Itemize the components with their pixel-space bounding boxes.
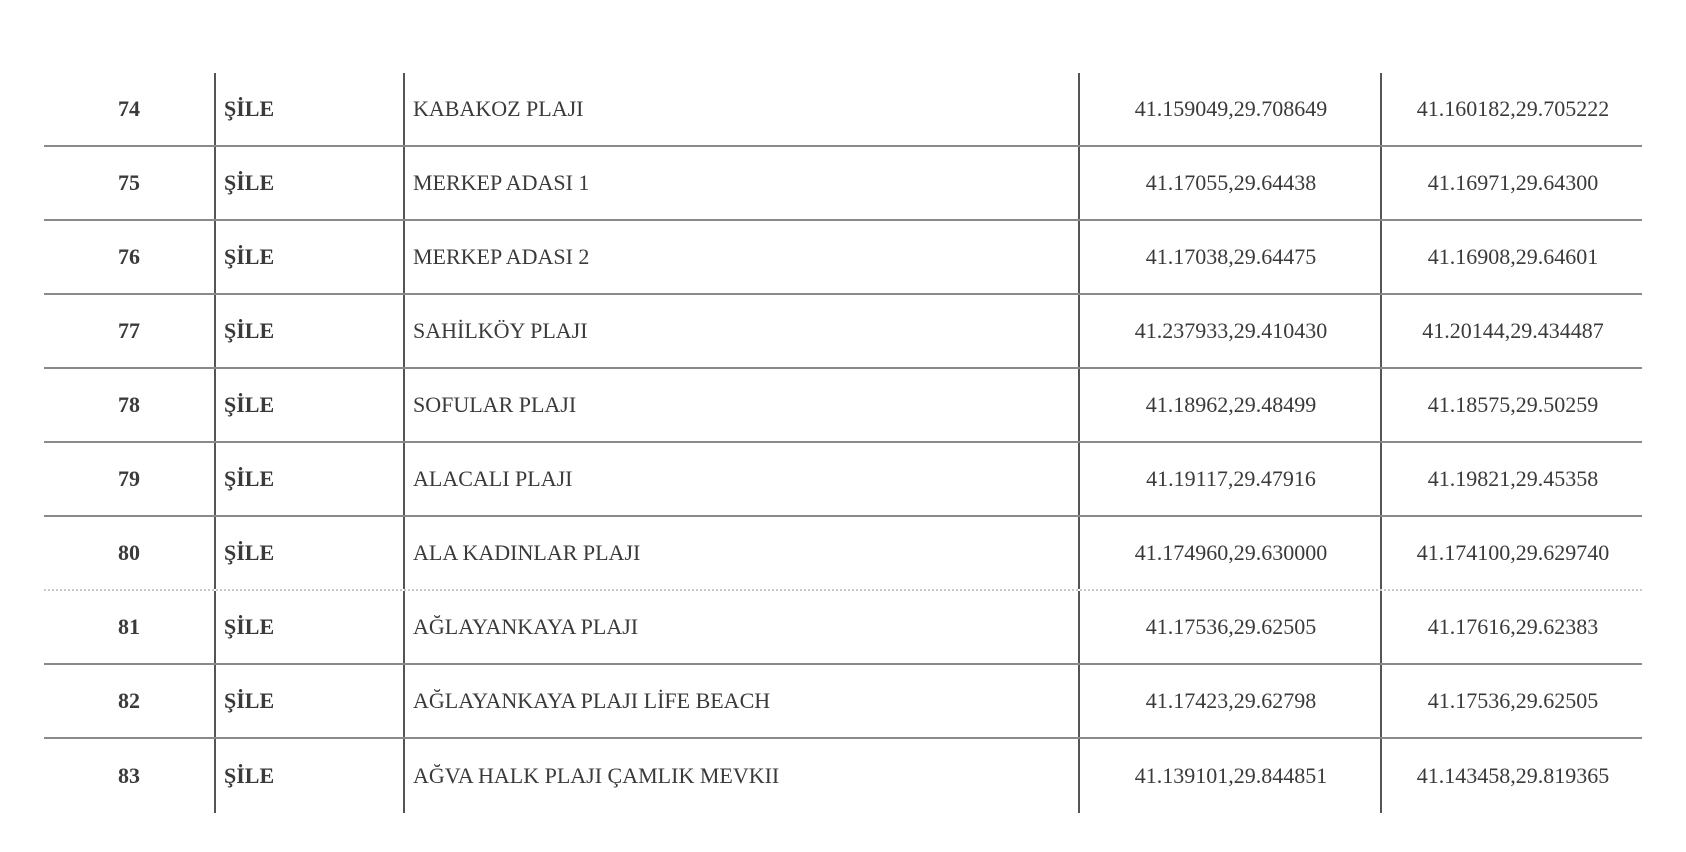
row-number: 80 [118,540,140,565]
district-cell: ŞİLE [214,147,403,219]
start-coordinate-cell: 41.159049,29.708649 [1078,73,1382,145]
end-coordinate-cell: 41.160182,29.705222 [1380,73,1644,145]
table-row [44,665,1642,739]
district-cell: ŞİLE [214,221,403,293]
row-number: 74 [118,96,140,121]
end-coordinate-cell: 41.20144,29.434487 [1380,295,1644,367]
table-row [44,443,1642,517]
row-number: 83 [118,763,140,788]
row-number: 76 [118,244,140,269]
district-cell: ŞİLE [214,739,403,813]
beach-name-cell: AĞLAYANKAYA PLAJI LİFE BEACH [403,665,1078,737]
row-number: 78 [118,392,140,417]
beach-name-cell: KABAKOZ PLAJI [403,73,1078,145]
start-coordinate-cell: 41.139101,29.844851 [1078,739,1382,813]
start-coordinate-cell: 41.17536,29.62505 [1078,591,1382,663]
table-row [44,295,1642,369]
start-coordinate-cell: 41.17423,29.62798 [1078,665,1382,737]
end-coordinate-cell: 41.17536,29.62505 [1380,665,1644,737]
district-cell: ŞİLE [214,443,403,515]
beach-name-cell: MERKEP ADASI 2 [403,221,1078,293]
row-number: 75 [118,170,140,195]
beach-name-cell: SOFULAR PLAJI [403,369,1078,441]
start-coordinate-cell: 41.17038,29.64475 [1078,221,1382,293]
district-cell: ŞİLE [214,295,403,367]
row-number: 79 [118,466,140,491]
end-coordinate-cell: 41.18575,29.50259 [1380,369,1644,441]
row-number: 81 [118,614,140,639]
start-coordinate-cell: 41.18962,29.48499 [1078,369,1382,441]
start-coordinate-cell: 41.237933,29.410430 [1078,295,1382,367]
table-row [44,369,1642,443]
start-coordinate-cell: 41.174960,29.630000 [1078,517,1382,589]
beach-name-cell: SAHİLKÖY PLAJI [403,295,1078,367]
beach-name-cell: AĞLAYANKAYA PLAJI [403,591,1078,663]
district-cell: ŞİLE [214,517,403,589]
row-number: 82 [118,688,140,713]
table-row [44,147,1642,221]
end-coordinate-cell: 41.16971,29.64300 [1380,147,1644,219]
district-cell: ŞİLE [214,591,403,663]
beach-name-cell: ALA KADINLAR PLAJI [403,517,1078,589]
table-row [44,517,1642,591]
district-cell: ŞİLE [214,665,403,737]
row-number: 77 [118,318,140,343]
end-coordinate-cell: 41.17616,29.62383 [1380,591,1644,663]
start-coordinate-cell: 41.17055,29.64438 [1078,147,1382,219]
beach-name-cell: MERKEP ADASI 1 [403,147,1078,219]
table-row [44,739,1642,813]
table-row [44,73,1642,147]
table-row [44,221,1642,295]
beach-name-cell: AĞVA HALK PLAJI ÇAMLIK MEVKII [403,739,1078,813]
district-cell: ŞİLE [214,369,403,441]
start-coordinate-cell: 41.19117,29.47916 [1078,443,1382,515]
end-coordinate-cell: 41.143458,29.819365 [1380,739,1644,813]
table-row [44,591,1642,665]
beach-coordinates-table [44,73,1642,813]
end-coordinate-cell: 41.19821,29.45358 [1380,443,1644,515]
district-cell: ŞİLE [214,73,403,145]
end-coordinate-cell: 41.174100,29.629740 [1380,517,1644,589]
end-coordinate-cell: 41.16908,29.64601 [1380,221,1644,293]
beach-name-cell: ALACALI PLAJI [403,443,1078,515]
